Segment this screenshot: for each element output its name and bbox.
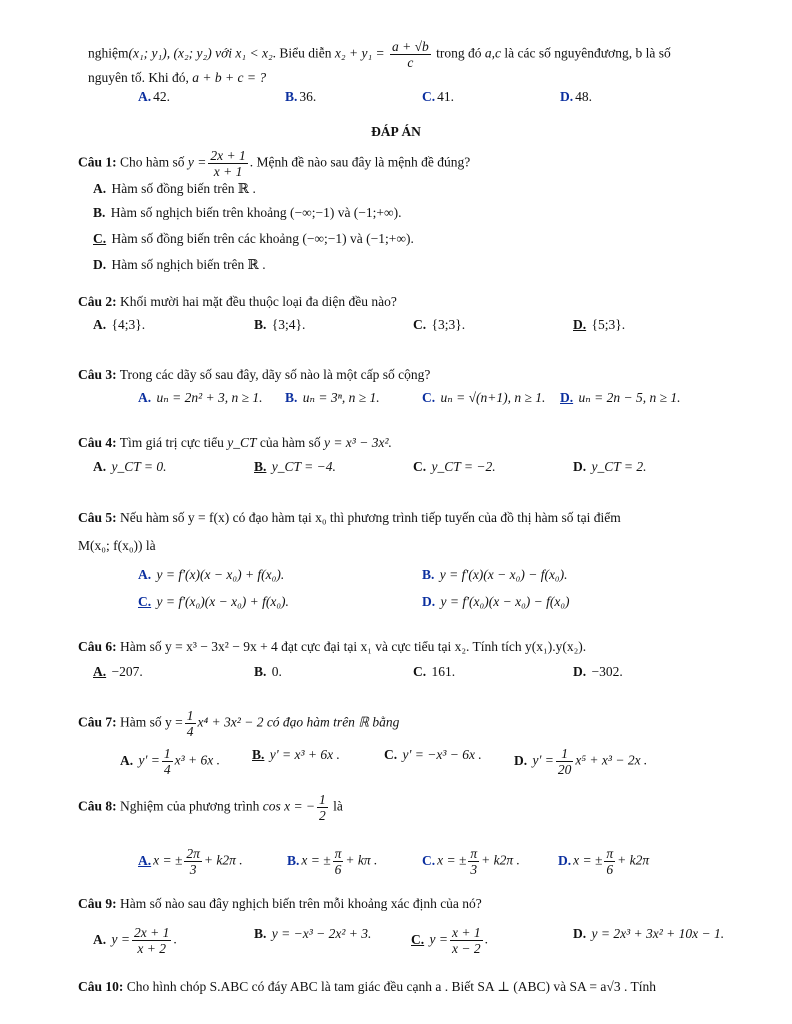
- option-letter: C.: [413, 664, 427, 679]
- numerator: 1: [319, 792, 326, 807]
- q3-option-d: [560, 389, 680, 407]
- option-letter: B.: [254, 459, 267, 474]
- option-letter: D.: [514, 752, 528, 768]
- option-text: y_CT = −2.: [431, 459, 496, 474]
- text: của hàm số: [259, 435, 321, 450]
- text: . Biểu diễn: [272, 45, 332, 61]
- question-label: Câu 3:: [78, 367, 117, 382]
- numerator: 1: [556, 746, 574, 762]
- option-letter: C.: [138, 594, 152, 609]
- option-text: y = f′(x)(x − x₀) − f(x₀).: [439, 567, 568, 582]
- denominator: 6: [606, 862, 614, 877]
- option-letter: C.: [411, 931, 425, 947]
- fraction: [317, 792, 328, 823]
- option-letter: B.: [252, 747, 265, 762]
- option-letter: C.: [384, 747, 398, 762]
- fraction: [468, 846, 479, 877]
- q8-option-c: [422, 846, 520, 877]
- option-letter: B.: [422, 567, 435, 582]
- numerator: 1: [163, 746, 171, 761]
- option-letter: C.: [413, 459, 427, 474]
- text: M(x₀; f(x₀)) là: [78, 538, 156, 553]
- q5-stem-line-2: [78, 537, 156, 555]
- option-letter: A.: [93, 931, 107, 947]
- text: Hàm số y = x³ − 3x² − 9x + 4 đạt cực đại tại x₁ và cực tiểu tại x₂. Tính tích y(x₁).y(x₂).: [120, 639, 587, 654]
- q3-option-b: [285, 389, 380, 407]
- option-letter: A.: [93, 317, 107, 332]
- q7-option-b: [252, 746, 340, 764]
- numerator: 2x + 1: [133, 925, 170, 940]
- q6-option-c: [413, 663, 455, 681]
- option-text: uₙ = 2n − 5, n ≥ 1.: [578, 390, 681, 405]
- math: + k2π: [617, 852, 650, 868]
- option-text: y = −x³ − 2x² + 3.: [271, 926, 372, 941]
- text: Trong các dãy số sau đây, dãy số nào là một cấp số cộng?: [119, 367, 431, 382]
- option-text: y = f′(x)(x − x₀) + f(x₀).: [156, 567, 285, 582]
- option-text: y_CT = 2.: [591, 459, 647, 474]
- numerator: π: [470, 846, 478, 861]
- option-letter: A.: [138, 89, 152, 104]
- option-letter: D.: [573, 664, 587, 679]
- q7-option-d: [514, 746, 647, 777]
- q1-stem: [78, 148, 470, 179]
- option-letter: B.: [285, 390, 298, 405]
- option-text: uₙ = 3ⁿ, n ≥ 1.: [302, 390, 380, 405]
- math: y =: [111, 931, 130, 947]
- numerator: 1: [186, 708, 194, 723]
- answer-title: ĐÁP ÁN: [371, 124, 421, 139]
- math: cos x = −: [262, 798, 316, 814]
- intro-option-a: [138, 88, 170, 106]
- q7-option-c: [384, 746, 482, 764]
- math: y' =: [532, 752, 554, 768]
- numerator: π: [334, 846, 342, 861]
- text: trong đó: [436, 45, 482, 61]
- math: a,c: [484, 45, 502, 61]
- q6-stem: [78, 638, 586, 656]
- fraction: [450, 925, 483, 956]
- fraction: [132, 925, 171, 956]
- option-text: uₙ = √(n+1), n ≥ 1.: [440, 390, 546, 405]
- q9-stem: [78, 895, 482, 913]
- option-letter: A.: [138, 567, 152, 582]
- text: Tìm giá trị cực tiểu: [119, 435, 224, 450]
- option-text: 36.: [299, 89, 317, 104]
- option-letter: D.: [560, 89, 574, 104]
- math: + k2π .: [481, 852, 520, 868]
- option-letter: D.: [422, 594, 436, 609]
- option-letter: A.: [138, 390, 152, 405]
- q1-option-c: [93, 230, 414, 248]
- denominator: x + 2: [137, 941, 166, 956]
- q4-option-a: [93, 458, 167, 476]
- option-letter: A.: [93, 459, 107, 474]
- intro-line-1: [88, 39, 671, 70]
- denominator: c: [407, 55, 414, 70]
- q2-option-c: [413, 316, 465, 334]
- q5-stem-line-1: [78, 509, 621, 527]
- math: y' =: [138, 752, 160, 768]
- q4-option-c: [413, 458, 496, 476]
- intro-option-c: [422, 88, 454, 106]
- option-letter: C.: [422, 89, 436, 104]
- option-letter: D.: [573, 317, 587, 332]
- q6-option-b: [254, 663, 282, 681]
- option-text: y = f′(x₀)(x − x₀) + f(x₀).: [156, 594, 289, 609]
- q5-option-b: [422, 566, 568, 584]
- intro-option-b: [285, 88, 316, 106]
- fraction: [333, 846, 344, 877]
- option-letter: B.: [254, 317, 267, 332]
- option-text: Hàm số đồng biến trên các khoảng (−∞;−1) và (−1;+∞).: [111, 231, 414, 246]
- math: x⁵ + x³ − 2x .: [575, 752, 648, 768]
- option-letter: D.: [93, 257, 107, 272]
- numerator: a + √b: [392, 39, 429, 54]
- q9-option-b: [254, 925, 371, 943]
- math: y_CT: [227, 435, 257, 450]
- option-text: 161.: [431, 664, 456, 679]
- numerator: x + 1: [451, 925, 481, 940]
- option-letter: C.: [413, 317, 427, 332]
- text: là các số nguyênđương, b là số: [504, 45, 671, 61]
- q7-stem: [78, 708, 399, 739]
- option-text: Hàm số nghịch biến trên khoảng (−∞;−1) và (−1;+∞).: [110, 205, 402, 220]
- text: Nghiệm của phương trình: [120, 798, 260, 814]
- fraction: [390, 39, 431, 70]
- question-label: Câu 10:: [78, 979, 124, 994]
- fraction: [208, 148, 247, 179]
- option-letter: B.: [254, 926, 267, 941]
- fraction: [185, 708, 196, 739]
- option-letter: C.: [93, 231, 107, 246]
- question-label: Câu 7:: [78, 714, 117, 730]
- option-text: y_CT = −4.: [271, 459, 336, 474]
- denominator: 20: [557, 762, 572, 777]
- text: Hàm số nào sau đây nghịch biến trên mỗi khoảng xác định của nó?: [120, 896, 482, 911]
- text: Cho hình chóp S.ABC có đáy ABC là tam giác đều cạnh a . Biết SA ⊥ (ABC) và SA = a√3 . Tính: [126, 979, 656, 994]
- question-label: Câu 6:: [78, 639, 117, 654]
- math: a + b + c = ?: [192, 70, 267, 85]
- option-text: y = 2x³ + 3x² + 10x − 1.: [591, 926, 725, 941]
- math: x = ±: [573, 852, 603, 868]
- q5-option-d: [422, 593, 570, 611]
- text: nguyên tố. Khi đó,: [88, 70, 189, 85]
- q1-option-b: [93, 204, 402, 222]
- option-letter: A.: [120, 752, 134, 768]
- text: nghiệm: [88, 45, 129, 61]
- math: x⁴ + 3x² − 2 có đạo hàm trên ℝ bằng: [197, 714, 400, 730]
- option-letter: B.: [93, 205, 106, 220]
- q2-option-a: [93, 316, 145, 334]
- text: Cho hàm số: [120, 154, 185, 170]
- option-text: {3;4}.: [271, 317, 306, 332]
- question-label: Câu 2:: [78, 294, 117, 309]
- q9-option-a: [93, 925, 177, 956]
- q6-option-a: [93, 663, 143, 681]
- denominator: 3: [470, 862, 478, 877]
- math: x = ±: [437, 852, 467, 868]
- option-text: y' = −x³ − 6x .: [402, 747, 482, 762]
- denominator: 4: [186, 724, 194, 739]
- option-letter: B.: [254, 664, 267, 679]
- text: Khối mười hai mặt đều thuộc loại đa diện đều nào?: [120, 294, 397, 309]
- question-label: Câu 9:: [78, 896, 117, 911]
- q2-stem: [78, 293, 397, 311]
- q4-option-b: [254, 458, 336, 476]
- option-letter: B.: [285, 89, 298, 104]
- denominator: x + 1: [213, 164, 243, 179]
- math: y = x³ − 3x².: [323, 435, 392, 450]
- question-label: Câu 1:: [78, 154, 117, 170]
- denominator: x − 2: [451, 941, 481, 956]
- option-letter: B.: [287, 852, 300, 868]
- option-text: {4;3}.: [111, 317, 146, 332]
- q8-option-d: [558, 846, 649, 877]
- q8-option-a: [138, 846, 243, 877]
- option-letter: C.: [422, 390, 436, 405]
- text: .: [484, 931, 488, 947]
- numerator: π: [606, 846, 614, 861]
- q7-option-a: [120, 746, 220, 777]
- option-letter: D.: [560, 390, 574, 405]
- option-letter: D.: [573, 926, 587, 941]
- q2-option-d: [573, 316, 625, 334]
- q3-option-a: [138, 389, 263, 407]
- option-text: −207.: [111, 664, 143, 679]
- math: y =: [429, 931, 448, 947]
- q1-option-d: [93, 256, 266, 274]
- q6-option-d: [573, 663, 623, 681]
- math: + kπ .: [345, 852, 378, 868]
- q8-stem: [78, 792, 343, 823]
- numerator: 2π: [186, 846, 200, 861]
- fraction: [556, 746, 574, 777]
- math: + k2π .: [203, 852, 243, 868]
- option-letter: D.: [573, 459, 587, 474]
- option-text: {3;3}.: [431, 317, 466, 332]
- option-text: y_CT = 0.: [111, 459, 167, 474]
- question-label: Câu 5:: [78, 510, 117, 525]
- option-text: Hàm số nghịch biến trên ℝ .: [111, 257, 266, 272]
- math: x₂ + y₁ =: [334, 45, 385, 61]
- option-text: uₙ = 2n² + 3, n ≥ 1.: [156, 390, 263, 405]
- q4-option-d: [573, 458, 647, 476]
- intro-option-d: [560, 88, 592, 106]
- option-text: y' = x³ + 6x .: [269, 747, 340, 762]
- denominator: 6: [334, 862, 342, 877]
- option-letter: A.: [93, 664, 107, 679]
- q1-option-a: [93, 180, 256, 198]
- q3-stem: [78, 366, 430, 384]
- q4-stem: [78, 434, 392, 452]
- option-letter: C.: [422, 852, 436, 868]
- text: . Mệnh đề nào sau đây là mệnh đề đúng?: [249, 154, 471, 170]
- option-text: {5;3}.: [591, 317, 626, 332]
- denominator: 4: [163, 762, 171, 777]
- option-letter: A.: [93, 181, 107, 196]
- text: là: [333, 798, 343, 814]
- q3-option-c: [422, 389, 545, 407]
- option-text: 0.: [271, 664, 282, 679]
- denominator: 3: [189, 862, 197, 877]
- math: x³ + 6x .: [174, 752, 221, 768]
- fraction: [162, 746, 173, 777]
- option-text: 41.: [437, 89, 454, 104]
- question-label: Câu 8:: [78, 798, 117, 814]
- q5-option-c: [138, 593, 289, 611]
- option-text: −302.: [591, 664, 623, 679]
- question-label: Câu 4:: [78, 435, 117, 450]
- intro-line-2: [88, 69, 266, 87]
- text: Hàm số y =: [120, 714, 183, 730]
- math: (x₁; y₁), (x₂; y₂) với x₁ < x₂: [128, 45, 273, 61]
- option-text: 42.: [153, 89, 170, 104]
- q9-option-c: [411, 925, 488, 956]
- q9-option-d: [573, 925, 724, 943]
- q8-option-b: [287, 846, 377, 877]
- option-text: y = f′(x₀)(x − x₀) − f(x₀): [440, 594, 570, 609]
- math: x = ±: [301, 852, 331, 868]
- q5-option-a: [138, 566, 284, 584]
- numerator: 2x + 1: [210, 148, 246, 163]
- q2-option-b: [254, 316, 305, 334]
- denominator: 2: [319, 808, 326, 823]
- text: Nếu hàm số y = f(x) có đạo hàm tại x₀ thì phương trình tiếp tuyến của đồ thị hàm số tại điểm: [120, 510, 621, 525]
- option-letter: A.: [138, 852, 152, 868]
- math: x = ±: [153, 852, 183, 868]
- math: y =: [187, 154, 207, 170]
- text: .: [173, 931, 177, 947]
- option-letter: D.: [558, 852, 572, 868]
- q10-stem: [78, 978, 656, 996]
- fraction: [604, 846, 615, 877]
- option-text: 48.: [575, 89, 592, 104]
- fraction: [184, 846, 202, 877]
- option-text: Hàm số đồng biến trên ℝ .: [111, 181, 256, 196]
